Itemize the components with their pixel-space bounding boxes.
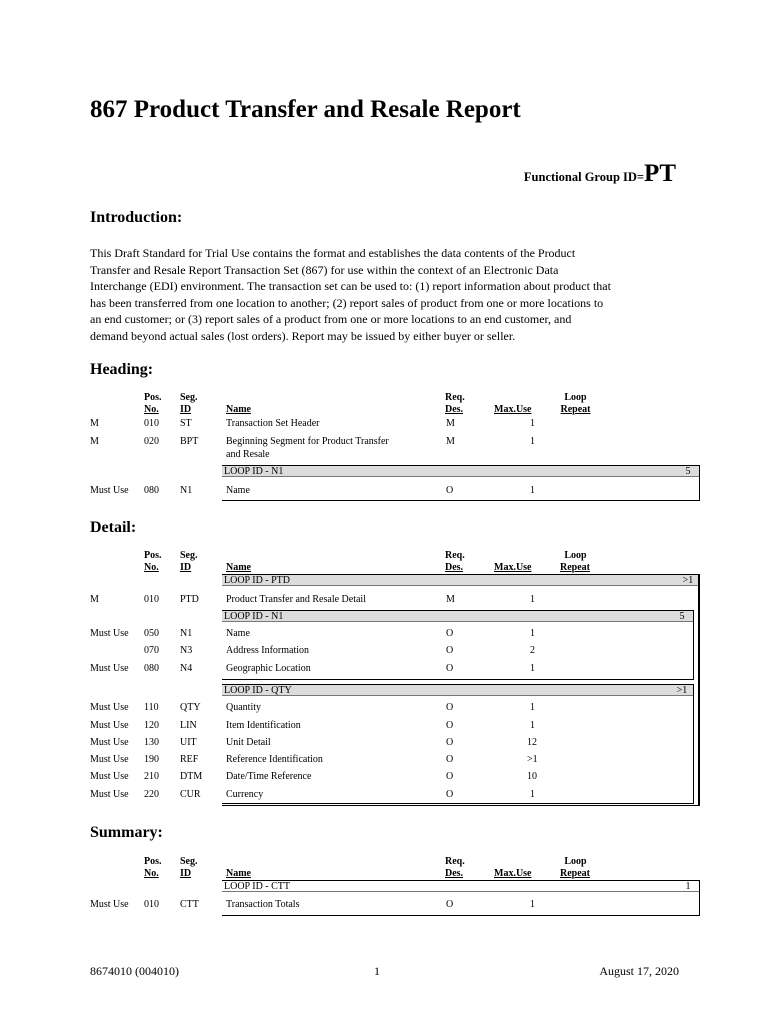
- row-usage: Must Use: [90, 663, 129, 674]
- loop-repeat: >1: [676, 685, 688, 696]
- row-usage: Must Use: [90, 485, 129, 496]
- row-name: Address Information: [226, 645, 310, 656]
- col-seg-header: Seg. ID: [180, 856, 198, 879]
- row-pos: 010: [144, 594, 159, 605]
- row-seg: CTT: [180, 899, 199, 910]
- row-req: M: [446, 594, 455, 605]
- col-maxuse-header: Max.Use: [494, 868, 532, 879]
- row-seg: DTM: [180, 771, 203, 782]
- row-pos: 010: [144, 899, 159, 910]
- footer-date: August 17, 2020: [599, 964, 679, 978]
- row-req: M: [446, 436, 455, 447]
- row-req: O: [446, 754, 454, 765]
- row-name: Name: [226, 485, 250, 496]
- row-name: Item Identification: [226, 720, 301, 731]
- intro-line: This Draft Standard for Trial Use contains the format and establishes the data contents of the Product: [90, 246, 576, 260]
- row-name: Unit Detail: [226, 737, 271, 748]
- col-name-header: Name: [226, 562, 251, 573]
- heading-section-title: Heading:: [90, 361, 154, 378]
- row-max: 1: [530, 485, 535, 496]
- loop-header-qty: LOOP ID - QTY >1: [222, 684, 694, 696]
- col-loop-header: Loop Repeat: [560, 550, 590, 573]
- intro-line: has been transferred from one location to another; (2) report sales of product from one or more locations to: [90, 295, 604, 310]
- col-req-header: Req. Des.: [445, 856, 465, 879]
- row-usage: Must Use: [90, 702, 129, 713]
- footer-page-number: 1: [374, 964, 380, 978]
- row-usage: Must Use: [90, 754, 129, 765]
- row-seg: LIN: [180, 720, 197, 731]
- row-usage: M: [90, 436, 99, 447]
- loop-repeat: 1: [685, 881, 691, 892]
- row-name: Quantity: [226, 702, 261, 713]
- functional-group-id: [524, 160, 676, 188]
- row-req: O: [446, 789, 454, 800]
- row-usage: Must Use: [90, 720, 129, 731]
- row-name: Transaction Totals: [226, 899, 300, 910]
- row-req: O: [446, 720, 454, 731]
- row-seg: UIT: [180, 737, 197, 748]
- col-pos-header: Pos. No.: [144, 550, 162, 573]
- row-name: Reference Identification: [226, 754, 323, 765]
- col-maxuse-header: Max.Use: [494, 562, 532, 573]
- row-usage: M: [90, 418, 99, 429]
- row-max: 1: [530, 663, 535, 674]
- row-usage: Must Use: [90, 789, 129, 800]
- col-loop-header: Loop Repeat: [560, 856, 590, 879]
- loop-bracket: [222, 465, 700, 501]
- row-usage: M: [90, 594, 99, 605]
- row-req: O: [446, 663, 454, 674]
- row-pos: 220: [144, 789, 159, 800]
- row-pos: 190: [144, 754, 159, 765]
- col-req-header: Req. Des.: [445, 550, 465, 573]
- detail-section-title: Detail:: [90, 519, 137, 536]
- row-name: Product Transfer and Resale Detail: [226, 594, 366, 605]
- row-seg: BPT: [180, 436, 199, 447]
- intro-line: an end customer; or (3) report sales of a product from one or more locations to an end customer, and: [90, 312, 572, 326]
- row-req: O: [446, 645, 454, 656]
- row-max: 1: [530, 720, 535, 731]
- row-seg: N1: [180, 628, 193, 639]
- col-pos-header: Pos. No.: [144, 392, 162, 415]
- row-seg: ST: [180, 418, 192, 429]
- loop-header-n1: LOOP ID - N1 5: [222, 610, 694, 622]
- row-seg: QTY: [180, 702, 201, 713]
- row-max: 1: [530, 594, 535, 605]
- row-pos: 010: [144, 418, 159, 429]
- intro-line: Transfer and Resale Report Transaction Set (867) for use within the context of an Electronic Data: [90, 262, 559, 277]
- intro-line: Interchange (EDI) environment. The transaction set can be used to: (1) report information about product that: [90, 279, 611, 293]
- intro-line: demand beyond actual sales (lost orders). Report may be issued by either buyer or seller.: [90, 328, 516, 343]
- row-max: 1: [530, 436, 535, 447]
- row-req: O: [446, 771, 454, 782]
- col-req-header: Req. Des.: [445, 392, 465, 415]
- introduction-text: [90, 245, 680, 344]
- row-seg: N3: [180, 645, 193, 656]
- loop-repeat: 5: [679, 611, 685, 622]
- row-seg: N4: [180, 663, 193, 674]
- loop-header-ptd: LOOP ID - PTD >1: [222, 574, 700, 586]
- row-seg: REF: [180, 754, 199, 765]
- row-max: >1: [527, 754, 538, 765]
- functional-group-label: Functional Group ID=: [523, 170, 645, 184]
- row-pos: 210: [144, 771, 159, 782]
- summary-section-title: Summary:: [90, 824, 163, 841]
- loop-repeat: 5: [685, 466, 691, 477]
- footer-document-id: 8674010 (004010): [90, 964, 179, 978]
- row-max: 2: [530, 645, 535, 656]
- loop-bracket-qty: [222, 684, 694, 804]
- row-name: Beginning Segment for Product Transfer: [226, 436, 389, 447]
- functional-group-code: PT: [644, 160, 676, 187]
- row-pos: 080: [144, 485, 159, 496]
- col-maxuse-header: Max.Use: [494, 404, 532, 415]
- row-usage: Must Use: [90, 737, 129, 748]
- row-pos: 120: [144, 720, 159, 731]
- row-seg: N1: [180, 485, 193, 496]
- row-max: 1: [530, 628, 535, 639]
- row-pos: 130: [144, 737, 159, 748]
- row-seg: CUR: [180, 789, 201, 800]
- row-pos: 020: [144, 436, 159, 447]
- col-pos-header: Pos. No.: [144, 856, 162, 879]
- page-title: 867 Product Transfer and Resale Report: [90, 96, 521, 123]
- row-max: 1: [530, 789, 535, 800]
- col-seg-header: Seg. ID: [180, 392, 198, 415]
- row-pos: 080: [144, 663, 159, 674]
- row-max: 1: [530, 899, 535, 910]
- row-pos: 050: [144, 628, 159, 639]
- row-usage: Must Use: [90, 628, 129, 639]
- row-max: 10: [527, 771, 537, 782]
- loop-header-ctt: LOOP ID - CTT 1: [222, 880, 700, 892]
- col-name-header: Name: [226, 868, 251, 879]
- row-req: O: [446, 737, 454, 748]
- row-max: 1: [530, 702, 535, 713]
- row-name: Currency: [226, 789, 264, 800]
- col-loop-header: Loop Repeat: [560, 392, 591, 415]
- row-name: Name: [226, 628, 250, 639]
- loop-repeat: >1: [682, 575, 694, 586]
- row-name: Transaction Set Header: [226, 418, 320, 429]
- loop-header-n1: LOOP ID - N1 5: [222, 465, 700, 477]
- row-max: 12: [527, 737, 537, 748]
- row-name-continued: and Resale: [226, 449, 270, 460]
- row-max: 1: [530, 418, 535, 429]
- row-req: M: [446, 418, 455, 429]
- row-usage: Must Use: [90, 899, 129, 910]
- row-pos: 110: [144, 702, 159, 713]
- row-usage: Must Use: [90, 771, 129, 782]
- row-req: O: [446, 628, 454, 639]
- row-seg: PTD: [180, 594, 199, 605]
- row-name: Geographic Location: [226, 663, 311, 674]
- row-req: O: [446, 485, 454, 496]
- row-req: O: [446, 702, 454, 713]
- col-seg-header: Seg. ID: [180, 550, 198, 573]
- introduction-heading: Introduction:: [90, 209, 183, 226]
- row-name: Date/Time Reference: [226, 771, 312, 782]
- col-name-header: Name: [226, 404, 251, 415]
- row-req: O: [446, 899, 454, 910]
- row-pos: 070: [144, 645, 159, 656]
